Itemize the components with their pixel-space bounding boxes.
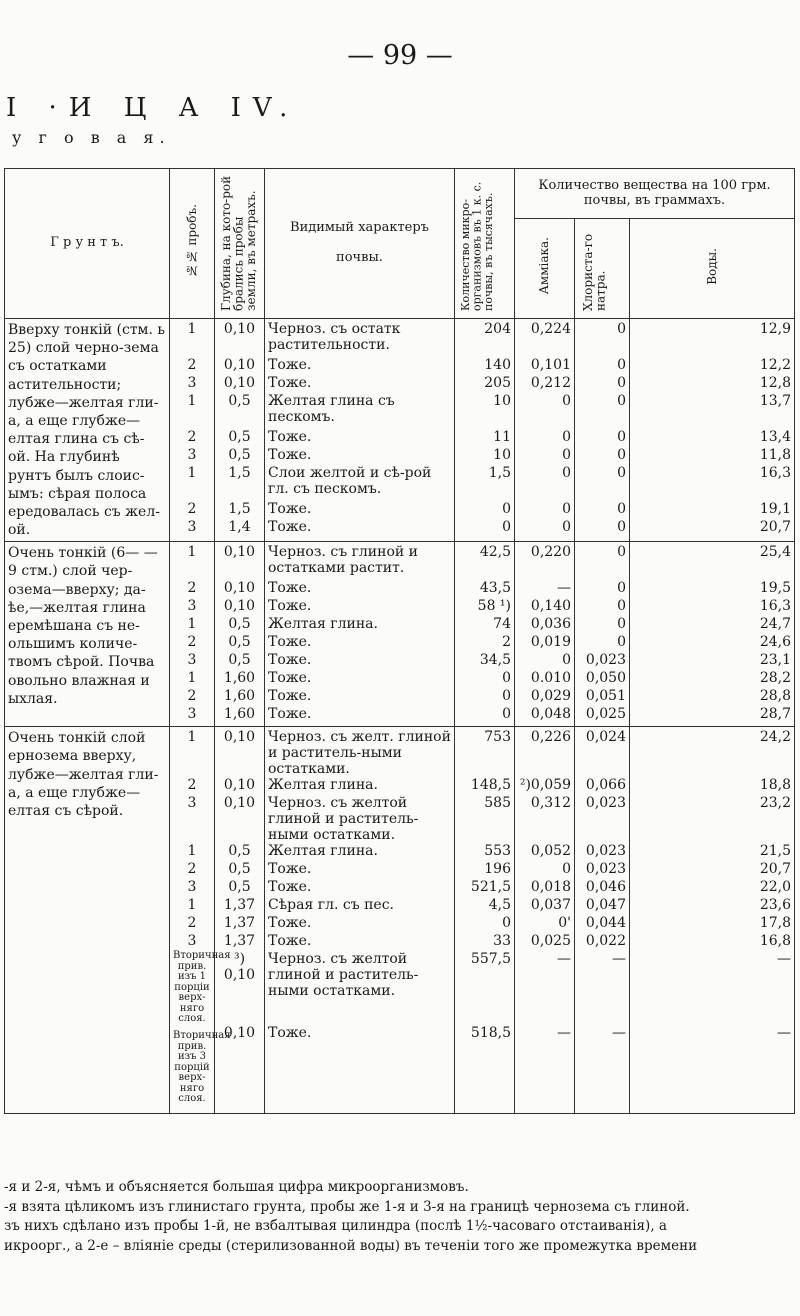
cell-value: 0 [617, 393, 626, 409]
cell-value: ³) 0,10 [223, 951, 256, 984]
cell-value: 0 [502, 670, 511, 687]
cell-value: 3 [187, 447, 197, 463]
cell-value: Тоже. [268, 519, 312, 535]
cell-value: 0,044 [585, 915, 626, 932]
cell-value: — [612, 951, 626, 968]
cell-value: 18,8 [759, 777, 791, 794]
cell-value: 0 [562, 393, 571, 409]
cell-value: 0,037 [530, 897, 571, 914]
cell-value: Тоже. [268, 357, 312, 373]
table-row-group [5, 542, 795, 727]
cell-value: Тоже. [268, 1025, 312, 1042]
page-number: — 99 — [347, 40, 453, 71]
cell-value: 0,023 [585, 861, 626, 878]
cell-value: 0,023 [585, 843, 626, 860]
cell-value: Тоже. [268, 580, 312, 597]
cell-value: 2 [187, 580, 197, 597]
cell-value: 0,5 [228, 861, 251, 878]
cell-value: 0,5 [228, 843, 251, 860]
cell-value: 140 [484, 357, 511, 373]
table-row-group [5, 727, 795, 1114]
footnotes [4, 1178, 792, 1256]
cell-value: 0 [617, 321, 626, 337]
depth-values [215, 727, 265, 1114]
cell-value: 0 [502, 519, 511, 535]
cell-value: 0,10 [223, 777, 256, 794]
cell-value: Желтая глина. [268, 616, 378, 633]
cell-value: 0,226 [530, 729, 571, 746]
cell-value: Тоже. [268, 915, 312, 932]
cell-value: 0,224 [530, 321, 571, 337]
ammonia-values [515, 727, 575, 1114]
cell-value: Тоже. [268, 598, 312, 615]
cell-value: 0,10 [223, 375, 256, 391]
cell-value: 42,5 [479, 544, 511, 561]
cell-value: 0 [617, 447, 626, 463]
micro-counts [455, 319, 515, 542]
cell-value: 0 [617, 519, 626, 535]
col-sample: №№ пробъ. [170, 169, 215, 319]
cell-value: 0,10 [223, 544, 256, 561]
cell-value: 0 [617, 580, 626, 597]
cell-value: 0,019 [530, 634, 571, 651]
cell-value: 34,5 [479, 652, 511, 669]
footnote: -я взята цѣликомъ изъ глинистаго грунта, пробы же 1-я и 3-я на границѣ чернозема съ глиной. [4, 1198, 690, 1215]
ammonia-values [515, 319, 575, 542]
cell-value: 0 [617, 616, 626, 633]
cell-value: 0 [562, 501, 571, 517]
water-values [630, 319, 795, 542]
micro-counts [455, 542, 515, 727]
cell-value: 16,3 [759, 598, 791, 615]
cell-value: 0,10 [223, 580, 256, 597]
chloride-values [575, 542, 630, 727]
cell-value: Вторичная прив. изъ 3 порцій верх-няго слоя. [173, 1030, 231, 1105]
cell-value: 0,5 [228, 616, 251, 633]
cell-value: 1 [187, 544, 197, 561]
col-water: Воды. [630, 219, 795, 319]
cell-value: 1 [187, 897, 197, 914]
cell-value: 0 [617, 375, 626, 391]
cell-value: 2 [187, 501, 197, 517]
cell-value: 0 [502, 706, 511, 723]
cell-value: — [557, 1025, 571, 1042]
cell-value: 28,7 [759, 706, 791, 723]
cell-value: 205 [484, 375, 511, 391]
cell-value: 25,4 [759, 544, 791, 561]
cell-value: 0,10 [223, 357, 256, 373]
cell-value: 33 [493, 933, 511, 950]
sample-numbers [170, 542, 215, 727]
cell-value: 2 [187, 357, 197, 373]
cell-value: 0' [558, 915, 571, 932]
cell-value: — [612, 1025, 626, 1042]
cell-value: Тоже. [268, 501, 312, 517]
cell-value: 2 [502, 634, 511, 651]
cell-value: 0,048 [530, 706, 571, 723]
cell-value: 12,8 [759, 375, 791, 391]
cell-value: 13,7 [759, 393, 791, 409]
cell-value: 1 [187, 465, 197, 481]
cell-value: 0,10 [223, 321, 256, 337]
col-chloride: Хлориста-го натра. [575, 219, 630, 319]
soil-description: Вверху тонкій (стм. ь 25) слой черно-зема съ остатками астительности; лубже—желтая гли-а, а еще глубже— елтая глина съ сѣ-ой. На глубинѣ рунтъ былъ слоис-ымъ: сѣрая полоса ередовалась съ жел-ой. [5, 319, 170, 542]
cell-value: 0,10 [223, 729, 256, 746]
cell-value: Черноз. съ желтой глиной и раститель-ными остатками. [268, 795, 419, 844]
cell-value: 0,220 [530, 544, 571, 561]
cell-value: 1,4 [228, 519, 251, 535]
cell-value: 1,37 [223, 915, 256, 932]
cell-value: 204 [484, 321, 511, 337]
cell-value: Тоже. [268, 652, 312, 669]
cell-value: 21,5 [759, 843, 791, 860]
cell-value: — [777, 951, 791, 968]
cell-value: 3 [187, 652, 197, 669]
sample-numbers [170, 727, 231, 1114]
cell-value: 0 [502, 915, 511, 932]
cell-value: 0 [562, 652, 571, 669]
cell-value: 0,047 [585, 897, 626, 914]
cell-value: 0,023 [585, 652, 626, 669]
cell-value: 12,9 [759, 321, 791, 337]
cell-value: 1,5 [488, 465, 511, 481]
cell-value: 0,025 [530, 933, 571, 950]
cell-value: 557,5 [470, 951, 511, 968]
cell-value: 0 [617, 544, 626, 561]
depth-values [215, 542, 265, 727]
chloride-values [575, 727, 630, 1114]
cell-value: 553 [484, 843, 511, 860]
cell-value: 2 [187, 915, 197, 932]
cell-value: 11 [493, 429, 511, 445]
cell-value: Тоже. [268, 933, 312, 950]
cell-value: Черноз. съ глиной и остатками растит. [268, 544, 418, 577]
cell-value: 0,10 [223, 1025, 256, 1042]
cell-value: Тоже. [268, 861, 312, 878]
cell-value: 521,5 [470, 879, 511, 896]
cell-value: 0 [617, 357, 626, 373]
cell-value: Тоже. [268, 375, 312, 391]
cell-value: 1,5 [228, 465, 251, 481]
cell-value: 19,5 [759, 580, 791, 597]
cell-value: 0.010 [530, 670, 571, 687]
cell-value: 17,8 [759, 915, 791, 932]
cell-value: 2 [187, 688, 197, 705]
cell-value: 0,024 [585, 729, 626, 746]
cell-value: 0,10 [223, 795, 256, 812]
cell-value: 1,37 [223, 897, 256, 914]
cell-value: 12,2 [759, 357, 791, 373]
cell-value: 753 [484, 729, 511, 746]
cell-value: 23,6 [759, 897, 791, 914]
cell-value: 1 [187, 616, 197, 633]
cell-value: 2 [187, 777, 197, 794]
cell-value: 3 [187, 795, 197, 812]
cell-value: 28,8 [759, 688, 791, 705]
cell-value: 24,7 [759, 616, 791, 633]
cell-value: 0,051 [585, 688, 626, 705]
cell-value: 19,1 [759, 501, 791, 517]
cell-value: 3 [187, 933, 197, 950]
cell-value: 0,029 [530, 688, 571, 705]
water-values [630, 727, 795, 1114]
cell-value: 10 [493, 393, 511, 409]
soil-data-table [4, 168, 795, 1114]
cell-value: 1 [187, 843, 197, 860]
cell-value: 0,052 [530, 843, 571, 860]
cell-value: 74 [493, 616, 511, 633]
cell-value: 0 [562, 429, 571, 445]
cell-value: Черноз. съ желт. глиной и раститель-ными остатками. [268, 729, 451, 778]
cell-value: 1 [187, 729, 197, 746]
cell-value: 0,018 [530, 879, 571, 896]
col-micro: Количество микро-организмовъ въ 1 к. с. почвы, въ тысячахъ. [455, 169, 515, 319]
col-depth: Глубина, на кото-рой брались пробы земли, въ метрахъ. [215, 169, 265, 319]
chloride-values [575, 319, 630, 542]
col-group-substance: Количество вещества на 100 грм. почвы, въ граммахъ. [515, 169, 795, 219]
cell-value: 1,5 [228, 501, 251, 517]
cell-value: Тоже. [268, 879, 312, 896]
cell-value: 43,5 [479, 580, 511, 597]
table-row-group [5, 319, 795, 542]
cell-value: Тоже. [268, 634, 312, 651]
cell-value: 3 [187, 519, 197, 535]
cell-value: 0,023 [585, 795, 626, 812]
cell-value: 2 [187, 429, 197, 445]
cell-value: 10 [493, 447, 511, 463]
cell-value: 2 [187, 861, 197, 878]
cell-value: Тоже. [268, 447, 312, 463]
cell-value: 0,212 [530, 375, 571, 391]
cell-value: — [557, 580, 571, 597]
footnote: -я и 2-я, чѣмъ и объясняется большая цифра микроорганизмовъ. [4, 1179, 469, 1195]
col-character: Видимый характеръ почвы. [265, 169, 455, 319]
cell-value: Тоже. [268, 429, 312, 445]
cell-value: — [777, 1025, 791, 1042]
cell-value: 0,025 [585, 706, 626, 723]
cell-value: 0,5 [228, 393, 251, 409]
cell-value: 3 [187, 706, 197, 723]
cell-value: 1,60 [223, 688, 256, 705]
cell-value: 0,022 [585, 933, 626, 950]
cell-value: 0 [617, 429, 626, 445]
cell-value: 1 [187, 393, 197, 409]
cell-value: 1 [187, 321, 197, 337]
cell-value: Желтая глина съ пескомъ. [268, 393, 395, 426]
cell-value: 23,2 [759, 795, 791, 812]
cell-value: 4,5 [488, 897, 511, 914]
col-ammonia: Аммiака. [515, 219, 575, 319]
cell-value: 16,3 [759, 465, 791, 481]
depth-values [215, 319, 265, 542]
cell-value: 148,5 [470, 777, 511, 794]
cell-value: 0,10 [223, 598, 256, 615]
cell-value: Тоже. [268, 706, 312, 723]
footnote: икроорг., а 2-е – вліяніе среды (стерилизованной воды) въ теченіи того же промежутка времени [4, 1237, 698, 1254]
cell-value: — [557, 951, 571, 968]
cell-value: 24,2 [759, 729, 791, 746]
soil-character [265, 542, 455, 727]
cell-value: 0 [562, 519, 571, 535]
cell-value: 0,036 [530, 616, 571, 633]
cell-value: 20,7 [759, 519, 791, 535]
cell-value: 1 [187, 670, 197, 687]
soil-description: Очень тонкій (6— —9 стм.) слой чер-озема—вверху; да-ѣе,—желтая глина еремѣшана съ не-ольшимъ количе-твомъ сѣрой. Почва овольно влажная и ыхлая. [5, 542, 170, 727]
sample-numbers [170, 319, 215, 542]
micro-counts [455, 727, 515, 1114]
cell-value: 0,5 [228, 879, 251, 896]
soil-character [265, 727, 455, 1114]
footnote: зъ нихъ сдѣлано изъ пробы 1-й, не взбалтывая цилиндра (послѣ 1½-часоваго отстаиванія), а [4, 1218, 667, 1235]
cell-value: 16,8 [759, 933, 791, 950]
cell-value: 0,140 [530, 598, 571, 615]
cell-value: Черноз. съ остатк растительности. [268, 321, 401, 354]
cell-value: 585 [484, 795, 511, 812]
cell-value: 0,5 [228, 447, 251, 463]
cell-value: 23,1 [759, 652, 791, 669]
ammonia-values [515, 542, 575, 727]
cell-value: Желтая глина. [268, 777, 378, 794]
water-values [630, 542, 795, 727]
cell-value: 3 [187, 598, 197, 615]
cell-value: Вторичная прив. изъ 1 порціи верх-няго слоя. [173, 950, 231, 1025]
table-subheading: у г о в а я. [12, 128, 171, 147]
cell-value: 1,60 [223, 706, 256, 723]
cell-value: 0 [617, 598, 626, 615]
cell-value: 0,066 [585, 777, 626, 794]
cell-value: 0 [562, 861, 571, 878]
cell-value: Сѣрая гл. съ пес. [268, 897, 394, 914]
cell-value: 58 ¹) [477, 598, 511, 615]
cell-value: 0 [502, 688, 511, 705]
cell-value: 22,0 [759, 879, 791, 896]
cell-value: 0 [502, 501, 511, 517]
cell-value: Тоже. [268, 688, 312, 705]
cell-value: 0,5 [228, 634, 251, 651]
cell-value: 2 [187, 634, 197, 651]
cell-value: 0,101 [530, 357, 571, 373]
soil-description: Очень тонкій слой ернозема вверху, лубже—желтая гли-а, а еще глубже— елтая съ сѣрой. [5, 727, 170, 1114]
cell-value: Желтая глина. [268, 843, 378, 860]
cell-value: 28,2 [759, 670, 791, 687]
cell-value: 13,4 [759, 429, 791, 445]
cell-value: Слои желтой и сѣ-рой гл. съ пескомъ. [268, 465, 432, 498]
cell-value: 1,60 [223, 670, 256, 687]
cell-value: 0 [617, 465, 626, 481]
cell-value: Тоже. [268, 670, 312, 687]
table-heading: I ·И Ц А IV. [6, 93, 300, 123]
col-soil: Г р у н т ъ. [5, 169, 170, 319]
soil-character [265, 319, 455, 542]
cell-value: 0,5 [228, 652, 251, 669]
cell-value: 0,050 [585, 670, 626, 687]
cell-value: 0,046 [585, 879, 626, 896]
cell-value: 3 [187, 375, 197, 391]
cell-value: 518,5 [470, 1025, 511, 1042]
cell-value: 0,5 [228, 429, 251, 445]
cell-value: 0 [562, 447, 571, 463]
cell-value: 0 [562, 465, 571, 481]
cell-value: 20,7 [759, 861, 791, 878]
cell-value: 0,312 [530, 795, 571, 812]
cell-value: 0 [617, 634, 626, 651]
cell-value: 0 [617, 501, 626, 517]
cell-value: 24,6 [759, 634, 791, 651]
cell-value: 11,8 [759, 447, 791, 463]
cell-value: 196 [484, 861, 511, 878]
cell-value: Черноз. съ желтой глиной и раститель-ными остатками. [268, 951, 419, 1000]
cell-value: 3 [187, 879, 197, 896]
cell-value: 1,37 [223, 933, 256, 950]
cell-value: ²)0,059 [519, 777, 571, 794]
